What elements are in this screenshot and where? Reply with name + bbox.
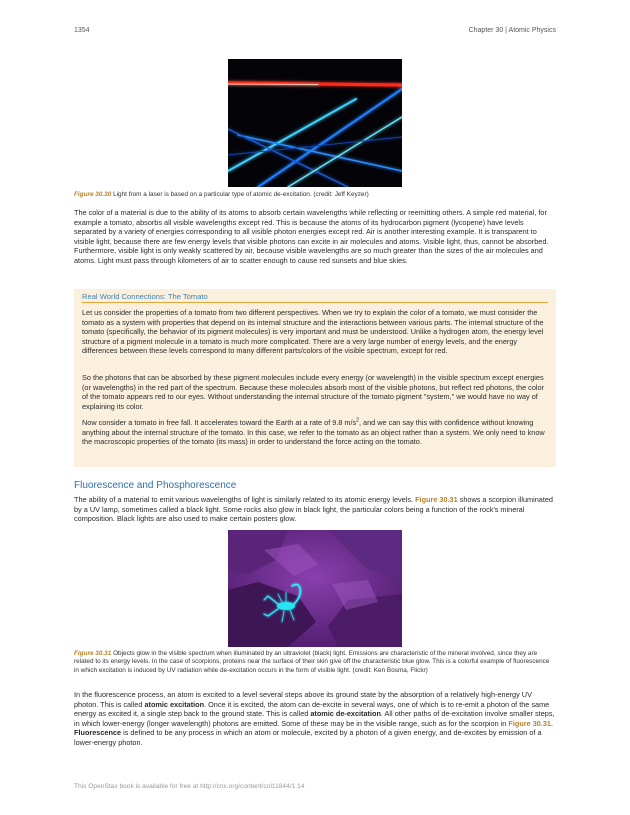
caption-text: Objects glow in the visible spectrum when illuminated by an ultraviolet (black) light. Emissions are characteristic of the mineral involved, since they are related to its energy levels. In the case of scorpions, proteins near the surface of their skin give off the characteristic blue glow. This is a colorful example of fluorescence in which excitation is induced by UV radiation while de-excitation occurs in the form of visible light. (credit: Ken Bosma, Flickr) xyxy=(74,650,550,674)
figure-label: Figure 30.31 xyxy=(74,650,112,657)
text-run: shows a scorpion illuminated by a UV lamp, sometimes called a black light. Some rocks also glow in black light, the particular colors being a function of the rock's mineral composition. Black lights are also used to make certain posters glow. xyxy=(74,495,553,524)
section-title: Fluorescence and Phosphorescence xyxy=(74,480,237,491)
chapter-title: Chapter 30 | Atomic Physics xyxy=(468,27,556,34)
figure-30-31-caption xyxy=(74,650,556,675)
box-title: Real World Connections: The Tomato xyxy=(82,292,208,301)
text-run: . Once it is excited, the atom can de-excite in several ways, one of which is to re-emit a photon of the same energy as excited it, a single step back to the ground state. This is called xyxy=(74,699,550,719)
box-paragraph xyxy=(82,418,548,447)
box-divider xyxy=(82,302,548,303)
figure-link[interactable]: Figure 30.31 xyxy=(508,718,551,728)
body-paragraph xyxy=(74,495,556,524)
caption-text: Light from a laser is based on a particular type of atomic de-excitation. (credit: Jeff Keyzer) xyxy=(111,191,369,198)
real-world-connections-box xyxy=(74,289,556,467)
page-number: 1354 xyxy=(74,27,90,34)
laser-beams-photo xyxy=(228,59,402,187)
text-run: Now consider a tomato in free fall. It accelerates toward the Earth at a rate of 9.8 m/s xyxy=(82,418,357,427)
superscript: 2 xyxy=(356,417,359,424)
text-run: is defined to be any process in which an atom or molecule, excited by a photon of a given energy, and de-excites by emission of a lower-energy photon. xyxy=(74,728,542,747)
body-paragraph xyxy=(74,690,556,748)
box-paragraph: Let us consider the properties of a tomato from two different perspectives. When we try to explain the color of a tomato, we must consider the tomato as a system with properties that depend on its internal structure and the interactions between various parts. The internal structure of the tomato (specifically, the behavior of its pigment molecules) is very important and must be understood. Unlike a hydrogen atom, the energy level structure of a pigment molecule in a tomato is much more complicated. There are a very large number of energy levels, and the energy differences between these levels correspond to many different parts/colors of the visible spectrum, except for red. xyxy=(82,308,544,356)
key-term: Fluorescence xyxy=(74,728,122,738)
figure-30-30-caption xyxy=(74,191,556,199)
text-run: . xyxy=(551,718,554,728)
box-paragraph: So the photons that can be absorbed by these pigment molecules include every energy (or wavelength) in the visible spectrum except energies (or wavelengths) in the red part of the spectrum. Because these molecules absorb most of the visible photons, but reflect red photons, the color of the tomato appears red to our eyes. Without understanding the internal structure of the tomato pigment "system," we would have no way of explaining its color. xyxy=(82,373,544,411)
figure-link[interactable]: Figure 30.31 xyxy=(415,495,458,504)
page-footer: This OpenStax book is available for free at http://cnx.org/content/col11844/1.14 xyxy=(74,783,305,790)
text-run: , and we can say this with confidence without knowing anything about the internal structure of the tomato. In this case, we refer to the tomato as an object rather than a system. We only need to know the macroscopic properties of the tomato (its mass) in order to understand the force acting on the tomato. xyxy=(82,418,545,447)
text-run: The ability of a material to emit various wavelengths of light is similarly related to its atomic energy levels. xyxy=(74,495,416,504)
figure-label: Figure 30.30 xyxy=(74,191,112,198)
body-paragraph: The color of a material is due to the ability of its atoms to absorb certain wavelengths while reflecting or reemitting others. A simple red material, for example a tomato, absorbs all visible wavelengths except red. This is because the atoms of its hydrocarbon pigment (lycopene) have levels separated by a variety of energies corresponding to all visible photon energies except red. Air is another interesting example. It is transparent to visible light, because there are few energy levels that visible photons can excite in air molecules and atoms. Visible light, thus, cannot be absorbed. Furthermore, visible light is only weakly scattered by air, because visible wavelengths are so much greater than the sizes of the air molecules and atoms. Light must pass through kilometers of air to scatter enough to cause red sunsets and blue skies. xyxy=(74,208,549,265)
text-run: In the fluorescence process, an atom is excited to a level several steps above its ground state by the absorption of a relatively high-energy UV photon. This is called xyxy=(74,690,532,709)
key-term: atomic de-excitation xyxy=(310,709,381,719)
glowing-scorpion-photo xyxy=(228,530,402,647)
key-term: atomic excitation xyxy=(144,699,205,709)
text-run: . All other paths of de-excitation involve smaller steps, in which lower-energy (longer wavelength) photons are emitted. Some of these may be in the visible range, such as for the scorpion in xyxy=(74,709,555,728)
